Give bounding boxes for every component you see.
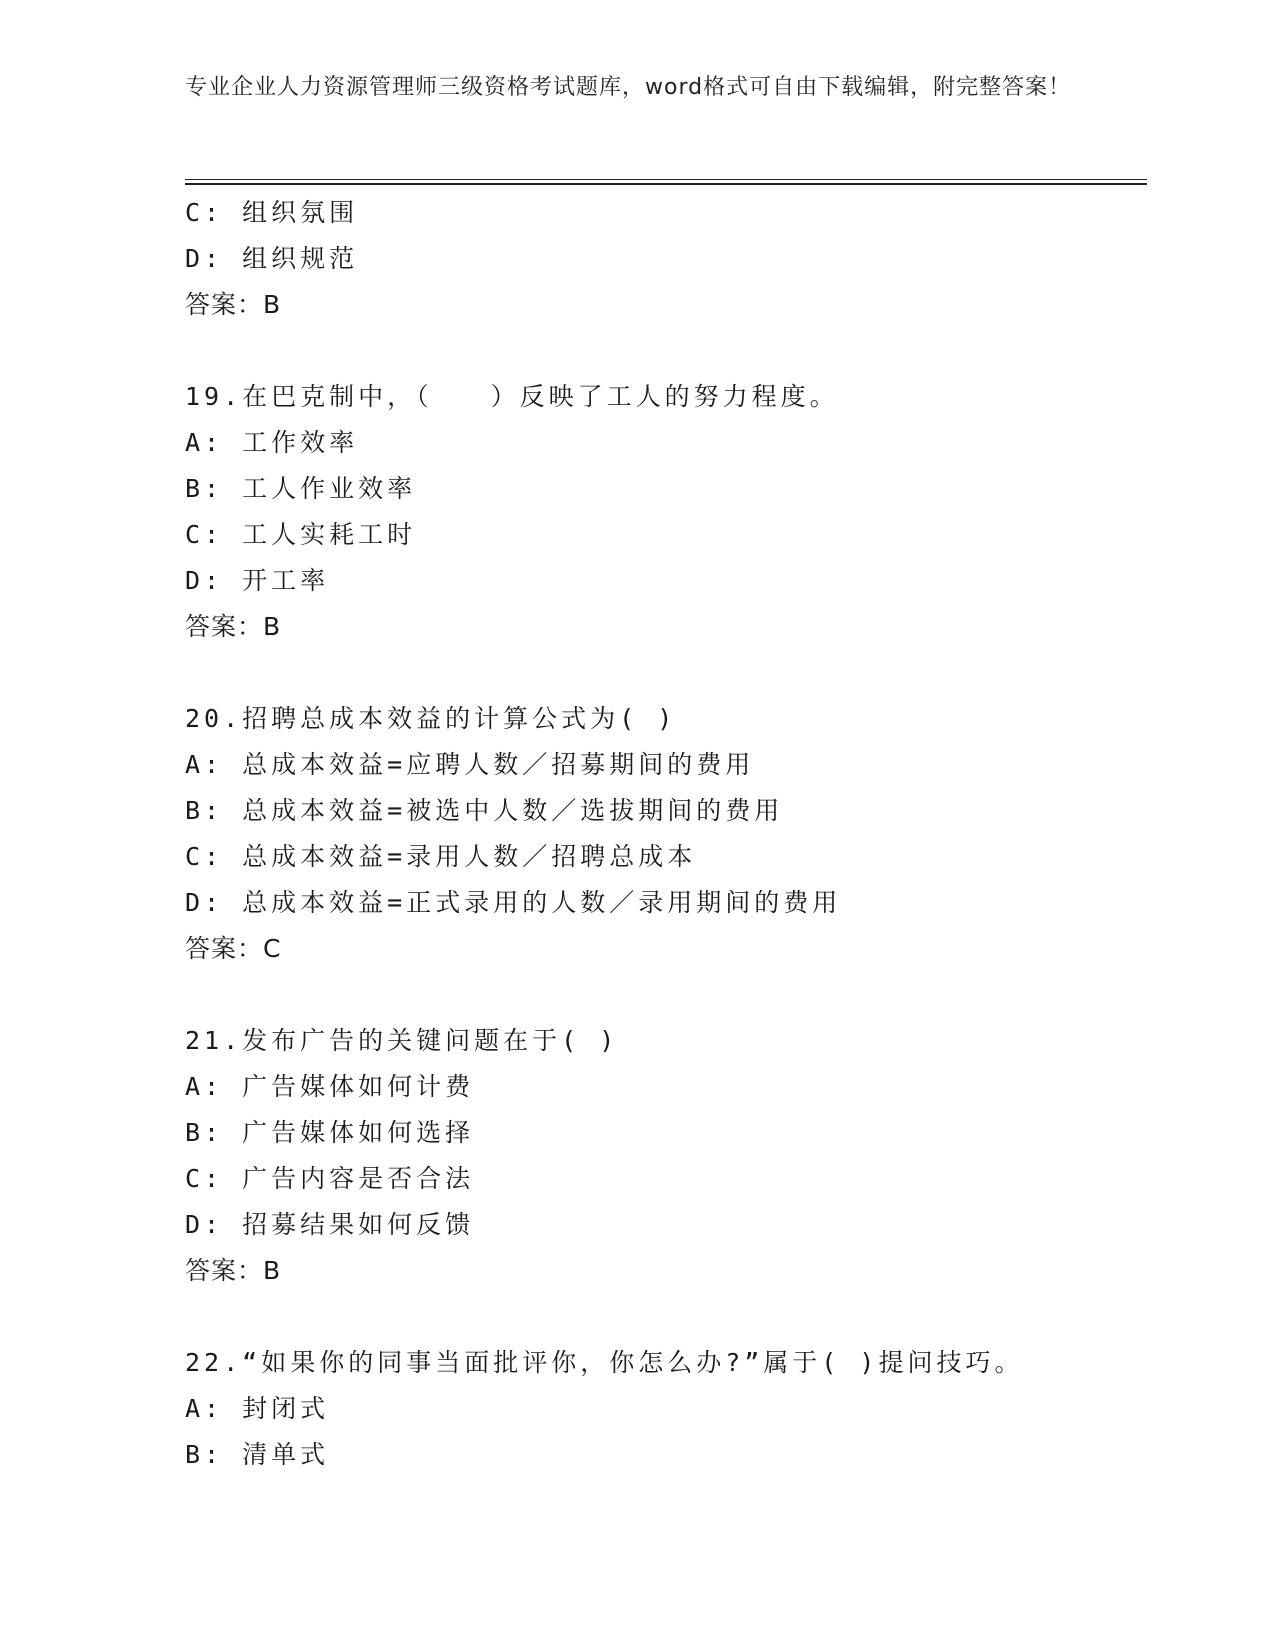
document-header (185, 72, 1085, 104)
spacer (185, 972, 1145, 1018)
option-letter: B: (185, 1440, 224, 1469)
option-letter: A: (185, 428, 224, 457)
option-text: 清单式 (242, 1440, 330, 1469)
option-line (185, 1202, 1145, 1248)
option-line (185, 190, 1145, 236)
option-line (185, 1156, 1145, 1202)
option-line (185, 1110, 1145, 1156)
option-line (185, 1386, 1145, 1432)
option-letter: B: (185, 474, 224, 503)
option-text: 总成本效益=应聘人数／招募期间的费用 (242, 750, 755, 779)
option-letter: D: (185, 888, 224, 917)
question-stem: 19.在巴克制中，（ ）反映了工人的努力程度。 (185, 382, 839, 411)
option-letter: D: (185, 1210, 224, 1239)
question-stem: 21.发布广告的关键问题在于( ) (185, 1026, 619, 1055)
option-text: 工作效率 (242, 428, 359, 457)
question-content (185, 190, 1145, 1478)
question-stem: 22.“如果你的同事当面批评你，你怎么办?”属于( )提问技巧。 (185, 1348, 1024, 1377)
header-text: 专业企业人力资源管理师三级资格考试题库，word格式可自由下载编辑，附完整答案！ (185, 75, 1072, 100)
option-line (185, 1064, 1145, 1110)
option-line (185, 788, 1145, 834)
option-text: 招募结果如何反馈 (242, 1210, 475, 1239)
option-line (185, 466, 1145, 512)
option-text: 工人实耗工时 (242, 520, 417, 549)
option-letter: A: (185, 1072, 224, 1101)
option-text: 工人作业效率 (242, 474, 417, 503)
answer-line: 答案：B (185, 290, 282, 319)
option-letter: B: (185, 1118, 224, 1147)
option-text: 组织规范 (242, 244, 359, 273)
answer-line: 答案：B (185, 612, 282, 641)
answer-line: 答案：B (185, 1256, 282, 1285)
option-line (185, 558, 1145, 604)
option-text: 组织氛围 (242, 198, 359, 227)
option-text: 总成本效益=被选中人数／选拔期间的费用 (242, 796, 784, 825)
header-divider-thick (185, 183, 1147, 185)
question-stem: 20.招聘总成本效益的计算公式为( ) (185, 704, 677, 733)
option-line (185, 834, 1145, 880)
option-text: 开工率 (242, 566, 330, 595)
option-line (185, 236, 1145, 282)
option-line (185, 512, 1145, 558)
option-letter: C: (185, 198, 224, 227)
option-letter: A: (185, 1394, 224, 1423)
option-line (185, 880, 1145, 926)
option-letter: B: (185, 796, 224, 825)
option-text: 广告媒体如何计费 (242, 1072, 475, 1101)
option-letter: C: (185, 842, 224, 871)
option-letter: D: (185, 566, 224, 595)
spacer (185, 1294, 1145, 1340)
option-text: 总成本效益=录用人数／招聘总成本 (242, 842, 697, 871)
option-text: 总成本效益=正式录用的人数／录用期间的费用 (242, 888, 842, 917)
option-text: 广告内容是否合法 (242, 1164, 475, 1193)
option-text: 广告媒体如何选择 (242, 1118, 475, 1147)
option-letter: C: (185, 1164, 224, 1193)
option-letter: A: (185, 750, 224, 779)
spacer (185, 650, 1145, 696)
option-line (185, 1432, 1145, 1478)
option-text: 封闭式 (242, 1394, 330, 1423)
answer-line: 答案：C (185, 934, 282, 963)
option-letter: C: (185, 520, 224, 549)
option-line (185, 742, 1145, 788)
option-line (185, 420, 1145, 466)
header-divider-thin (185, 179, 1147, 180)
option-letter: D: (185, 244, 224, 273)
spacer (185, 328, 1145, 374)
